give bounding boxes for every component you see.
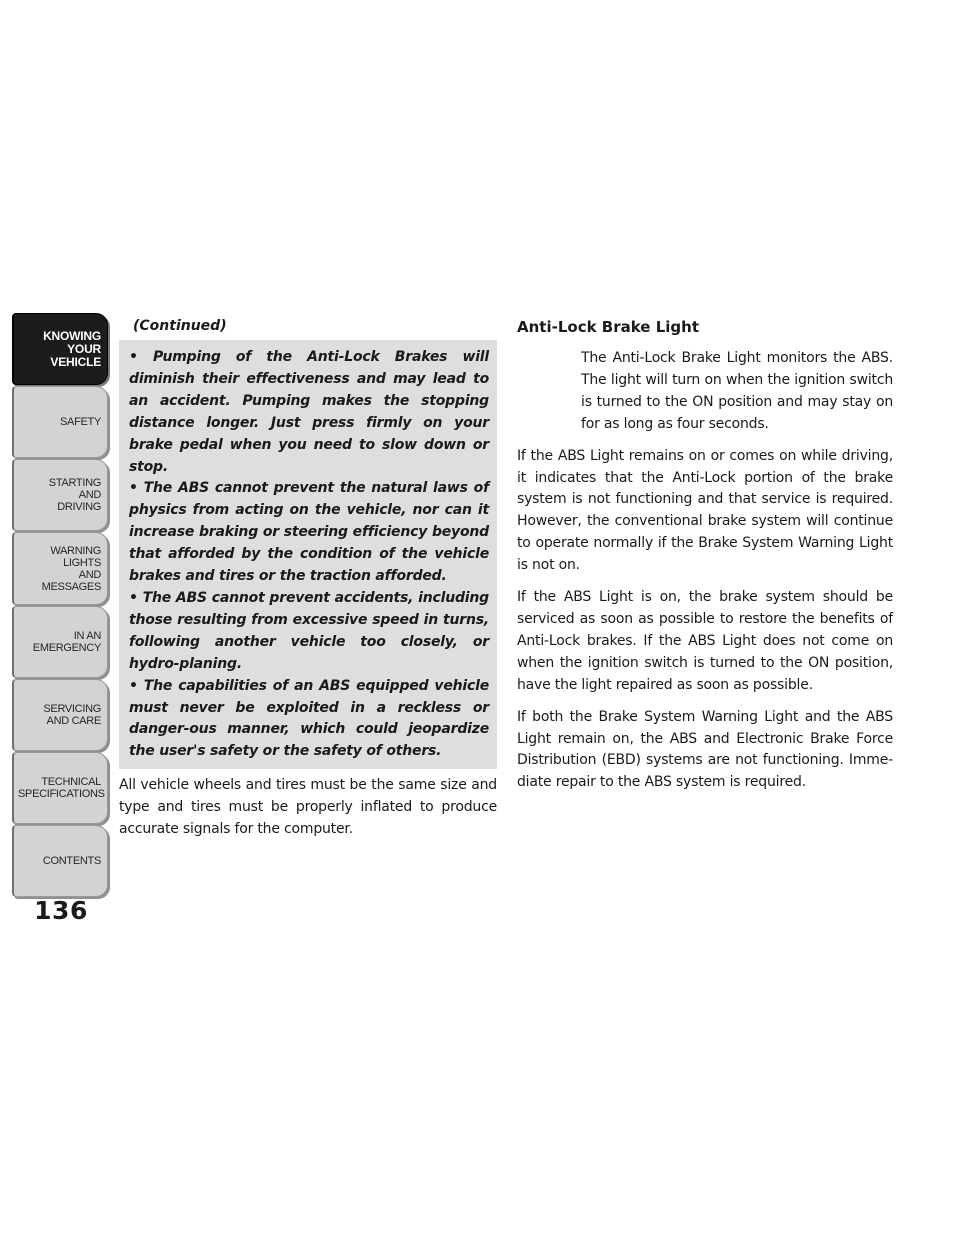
right-column bbox=[517, 318, 893, 804]
tab-starting-and-driving[interactable] bbox=[12, 459, 108, 531]
warning-item: • Pumping of the Anti-Lock Brakes will diminish their effectiveness and may lead to an accident. Pumping makes the stopping distance longer. Just press firmly on your brake pedal when you need to slow down or stop. bbox=[129, 349, 489, 475]
tab-contents[interactable] bbox=[12, 825, 108, 897]
tab-safety[interactable] bbox=[12, 386, 108, 458]
tab-label: SAFETY bbox=[60, 416, 101, 428]
body-paragraph: If the ABS Light is on, the brake system should be serviced as soon as possible to restore the benefits of Anti-Lock brakes. If the ABS Light does not come on when the ignition switch is turned to the ON position, have the light repaired as soon as possible. bbox=[517, 589, 893, 693]
tab-in-an-emergency[interactable] bbox=[12, 606, 108, 678]
tab-label: STARTING AND DRIVING bbox=[48, 477, 101, 513]
warning-item: • The capabilities of an ABS equipped vehicle must never be exploited in a reckless or danger-ous manner, which could jeopardize the user's safety or the safety of others. bbox=[129, 677, 489, 760]
tab-label: TECHNICAL SPECIFICATIONS bbox=[18, 776, 105, 800]
warning-box bbox=[119, 340, 497, 769]
tab-label: SERVICING AND CARE bbox=[43, 703, 101, 727]
tab-label: WARNING LIGHTS AND MESSAGES bbox=[41, 544, 101, 593]
warning-item: • The ABS cannot prevent accidents, including those resulting from excessive speed in turns, following another vehicle too closely, or hydro-planing. bbox=[129, 589, 489, 672]
body-paragraph: If both the Brake System Warning Light and the ABS Light remain on, the ABS and Electronic Brake Force Distribution (EBD) systems are not functioning. Imme-diate repair to the ABS system is required. bbox=[517, 708, 893, 791]
tab-label: KNOWING YOUR VEHICLE bbox=[43, 328, 101, 369]
left-column bbox=[119, 318, 497, 851]
page-number: 136 bbox=[34, 896, 88, 925]
body-paragraph: If the ABS Light remains on or comes on while driving, it indicates that the Anti-Lock portion of the brake system is not functioning and that service is required. However, the conventional brake system will continue to operate normally if the Brake System Warning Light is not on. bbox=[517, 447, 893, 574]
section-heading: Anti-Lock Brake Light bbox=[517, 318, 699, 336]
intro-paragraph: The Anti-Lock Brake Light monitors the ABS. The light will turn on when the ignition switch is turned to the ON position and may stay on for as long as four seconds. bbox=[581, 350, 893, 432]
tab-knowing-your-vehicle[interactable] bbox=[12, 313, 108, 385]
warning-item: • The ABS cannot prevent the natural laws of physics from acting on the vehicle, nor can it increase braking or steering efficiency beyond that afforded by the condition of the vehicle brakes and tires or the traction afforded. bbox=[129, 480, 489, 585]
side-tab-navigation bbox=[12, 313, 108, 898]
tab-servicing-and-care[interactable] bbox=[12, 679, 108, 751]
tab-label: CONTENTS bbox=[42, 855, 101, 867]
tab-label: IN AN EMERGENCY bbox=[32, 630, 101, 654]
tab-warning-lights-and-messages[interactable] bbox=[12, 532, 108, 605]
continued-label: (Continued) bbox=[133, 318, 227, 334]
tab-technical-specifications[interactable] bbox=[12, 752, 108, 824]
body-paragraph: All vehicle wheels and tires must be the same size and type and tires must be properly inflated to produce accurate signals for the computer. bbox=[119, 777, 497, 838]
